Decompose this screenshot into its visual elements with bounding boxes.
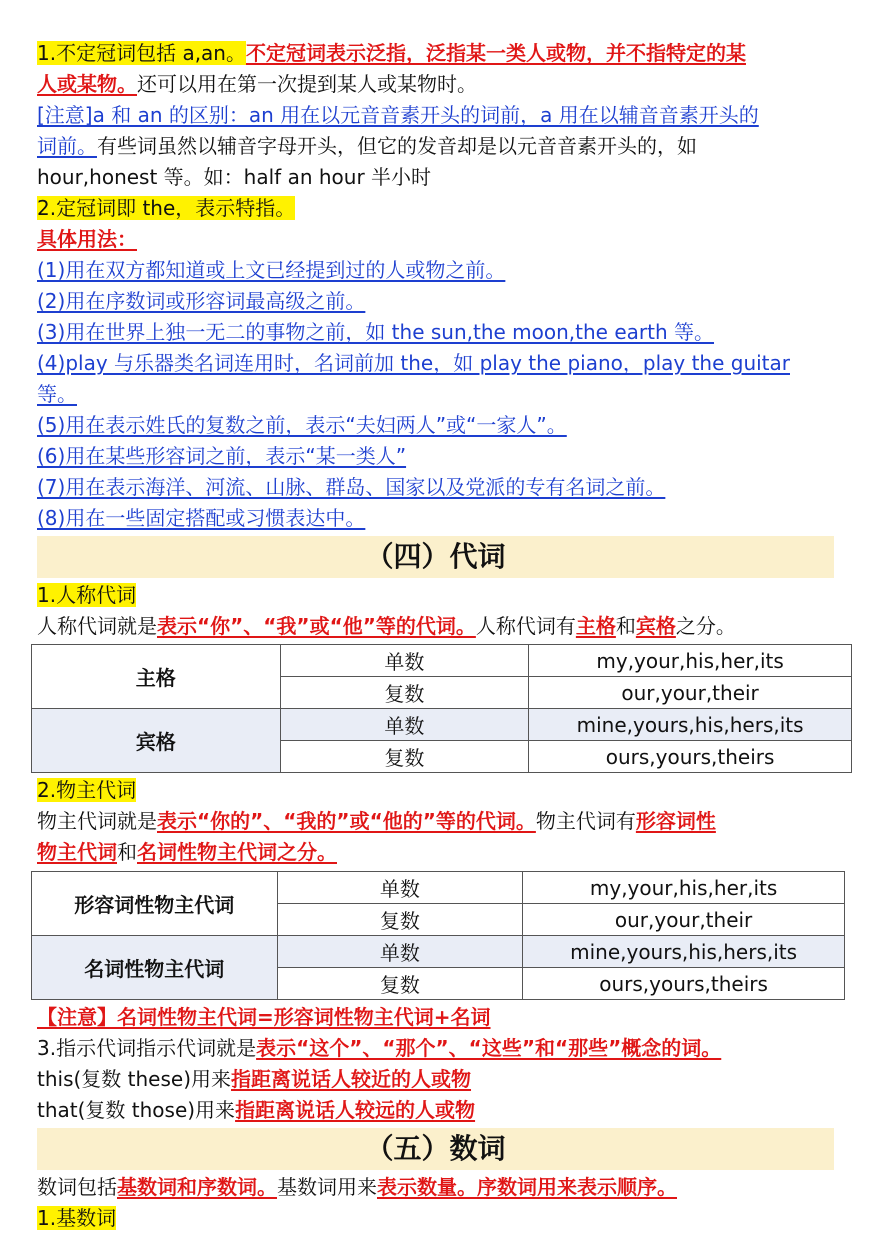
words-cell: ours,yours,theirs	[529, 741, 852, 773]
group-cell: 名词性物主代词	[32, 936, 278, 1000]
a-an-note: [注意]a 和 an 的区别：an 用在以元音音素开头的词前，a 用在以辅音音素开头的	[37, 103, 759, 127]
demonstrative-definition: 3.指示代词指示代词就是表示“这个”、“那个”、“这些”和“那些”概念的词。	[37, 1036, 722, 1060]
usage-item: (7)用在表示海洋、河流、山脉、群岛、国家以及党派的专有名词之前。	[37, 475, 666, 499]
words-cell: my,your,his,her,its	[523, 872, 845, 904]
number-cell: 复数	[277, 968, 523, 1000]
indefinite-article-label: 1.不定冠词包括 a,an。	[37, 41, 246, 65]
possessive-note: 【注意】名词性物主代词=形容词性物主代词+名词	[37, 1005, 491, 1029]
personal-pronoun-heading: 1.人称代词	[37, 583, 137, 607]
group-cell: 主格	[32, 645, 281, 709]
number-cell: 复数	[277, 904, 523, 936]
table-row	[32, 645, 852, 677]
usage-item: (3)用在世界上独一无二的事物之前，如 the sun,the moon,the earth 等。	[37, 320, 715, 344]
this-usage: this(复数 these)用来指距离说话人较近的人或物	[37, 1067, 472, 1091]
usage-item: (2)用在序数词或形容词最高级之前。	[37, 289, 366, 313]
indefinite-article-definition: 不定冠词表示泛指，泛指某一类人或物，并不指特定的某	[245, 41, 746, 65]
possessive-definition-line-2: 物主代词和名词性物主代词之分。	[37, 840, 337, 864]
words-cell: our,your,their	[523, 904, 845, 936]
personal-pronoun-table	[31, 644, 852, 773]
cardinal-heading: 1.基数词	[37, 1206, 117, 1230]
indefinite-article-line-1	[37, 38, 834, 69]
usage-item: (4)play 与乐器类名词连用时，名词前加 the，如 play the piano，play the guitar	[37, 351, 790, 375]
number-cell: 单数	[280, 645, 529, 677]
usage-item: (5)用在表示姓氏的复数之前，表示“夫妇两人”或“一家人”。	[37, 413, 567, 437]
personal-pronoun-definition: 人称代词就是表示“你”、“我”或“他”等的代词。人称代词有主格和宾格之分。	[37, 614, 736, 638]
number-cell: 单数	[277, 872, 523, 904]
possessive-definition-line-1: 物主代词就是表示“你的”、“我的”或“他的”等的代词。物主代词有形容词性	[37, 809, 716, 833]
usage-item: (6)用在某些形容词之前，表示“某一类人”	[37, 444, 407, 468]
table-row	[32, 872, 845, 904]
words-cell: our,your,their	[529, 677, 852, 709]
words-cell: mine,yours,his,hers,its	[529, 709, 852, 741]
words-cell: mine,yours,his,hers,its	[523, 936, 845, 968]
number-cell: 复数	[280, 741, 529, 773]
number-cell: 复数	[280, 677, 529, 709]
possessive-pronoun-table	[31, 871, 845, 1000]
note-line-3: hour,honest 等。如：half an hour 半小时	[37, 165, 432, 189]
group-cell: 宾格	[32, 709, 281, 773]
usage-heading: 具体用法：	[37, 227, 137, 251]
usage-item-continued: 等。	[37, 382, 77, 406]
indefinite-article-line-2: 人或某物。还可以用在第一次提到某人或某物时。	[37, 72, 477, 96]
usage-item: (8)用在一些固定搭配或习惯表达中。	[37, 506, 366, 530]
words-cell: my,your,his,her,its	[529, 645, 852, 677]
group-cell: 形容词性物主代词	[32, 872, 278, 936]
possessive-pronoun-heading: 2.物主代词	[37, 778, 137, 802]
note-line-2: 词前。有些词虽然以辅音字母开头，但它的发音却是以元音音素开头的，如	[37, 134, 697, 158]
section-title-pronouns: （四）代词	[37, 536, 834, 578]
table-row	[32, 936, 845, 968]
usage-item: (1)用在双方都知道或上文已经提到过的人或物之前。	[37, 258, 506, 282]
number-cell: 单数	[277, 936, 523, 968]
number-cell: 单数	[280, 709, 529, 741]
note-line-1	[37, 100, 834, 131]
that-usage: that(复数 those)用来指距离说话人较远的人或物	[37, 1098, 476, 1122]
numerals-intro: 数词包括基数词和序数词。基数词用来表示数量。序数词用来表示顺序。	[37, 1175, 677, 1199]
definite-article-label: 2.定冠词即 the，表示特指。	[37, 196, 296, 220]
document-page	[37, 38, 834, 1234]
section-title-numerals: （五）数词	[37, 1128, 834, 1170]
table-row	[32, 709, 852, 741]
words-cell: ours,yours,theirs	[523, 968, 845, 1000]
definite-article-line	[37, 193, 834, 224]
